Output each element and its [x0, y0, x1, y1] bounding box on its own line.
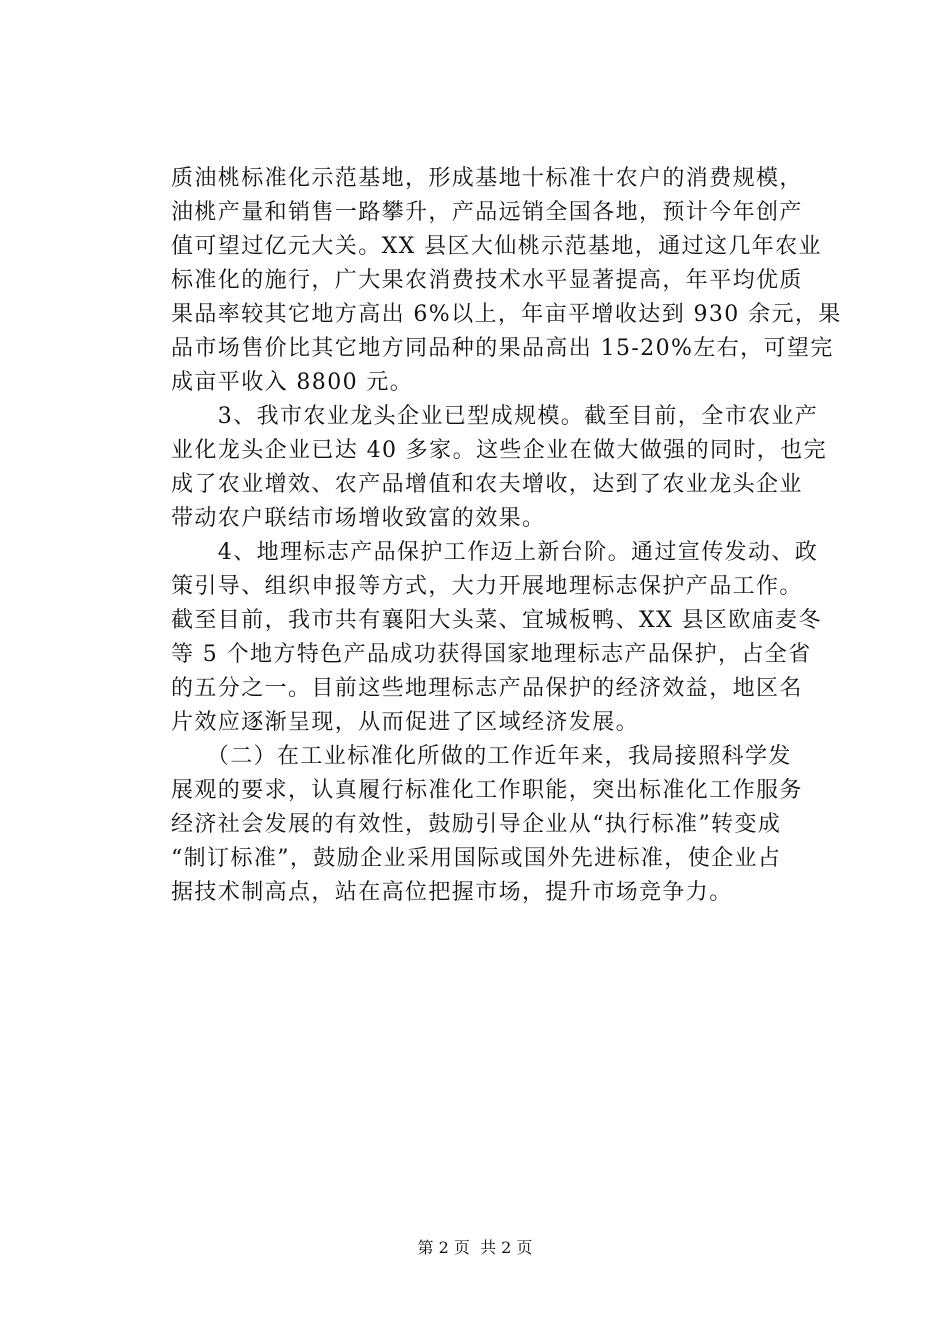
text-line: 策引导、组织申报等方式，大力开展地理标志保护产品工作。	[171, 574, 803, 599]
text-line: 截至目前，我市共有襄阳大头菜、宜城板鸭、XX 县区欧庙麦冬	[171, 608, 822, 633]
text-line: 3、我市农业龙头企业已型成规模。截至目前，全市农业产	[171, 404, 819, 429]
text-line: 成亩平收入 8800 元。	[171, 370, 414, 395]
text-line: 值可望过亿元大关。XX 县区大仙桃示范基地，通过这几年农业	[171, 234, 822, 259]
text-line: “制订标准”，鼓励企业采用国际或国外先进标准，使企业占	[171, 846, 782, 871]
text-line: 据技术制高点，站在高位把握市场，提升市场竞争力。	[171, 880, 733, 905]
page-footer	[0, 1238, 950, 1258]
text-line: 带动农户联结市场增收致富的效果。	[171, 506, 546, 531]
text-line: 果品率较其它地方高出 6%以上，年亩平增收达到 930 余元，果	[171, 302, 842, 327]
body-text	[171, 162, 842, 910]
text-line: 业化龙头企业已达 40 多家。这些企业在做大做强的同时，也完	[171, 438, 827, 463]
text-line: 片效应逐渐呈现，从而促进了区域经济发展。	[171, 710, 640, 735]
text-line: 品市场售价比其它地方同品种的果品高出 15-20%左右，可望完	[171, 336, 834, 361]
text-line: 展观的要求，认真履行标准化工作职能，突出标准化工作服务	[171, 778, 803, 803]
text-line: 等 5 个地方特色产品成功获得国家地理标志产品保护，占全省	[171, 642, 812, 667]
text-line: （二）在工业标准化所做的工作近年来，我局接照科学发	[171, 744, 792, 769]
text-line: 成了农业增效、农产品增值和农夫增收，达到了农业龙头企业	[171, 472, 803, 497]
text-line: 质油桃标准化示范基地，形成基地十标准十农户的消费规模，	[171, 166, 803, 191]
text-line: 经济社会发展的有效性，鼓励引导企业从“执行标准”转变成	[171, 812, 782, 837]
text-line: 的五分之一。目前这些地理标志产品保护的经济效益，地区名	[171, 676, 803, 701]
text-line: 4、地理标志产品保护工作迈上新台阶。通过宣传发动、政	[171, 540, 819, 565]
page-number-label: 第 2 页 共 2 页	[417, 1238, 533, 1257]
text-line: 标准化的施行，广大果农消费技术水平显著提高，年平均优质	[171, 268, 803, 293]
text-line: 油桃产量和销售一路攀升，产品远销全国各地，预计今年创产	[171, 200, 803, 225]
